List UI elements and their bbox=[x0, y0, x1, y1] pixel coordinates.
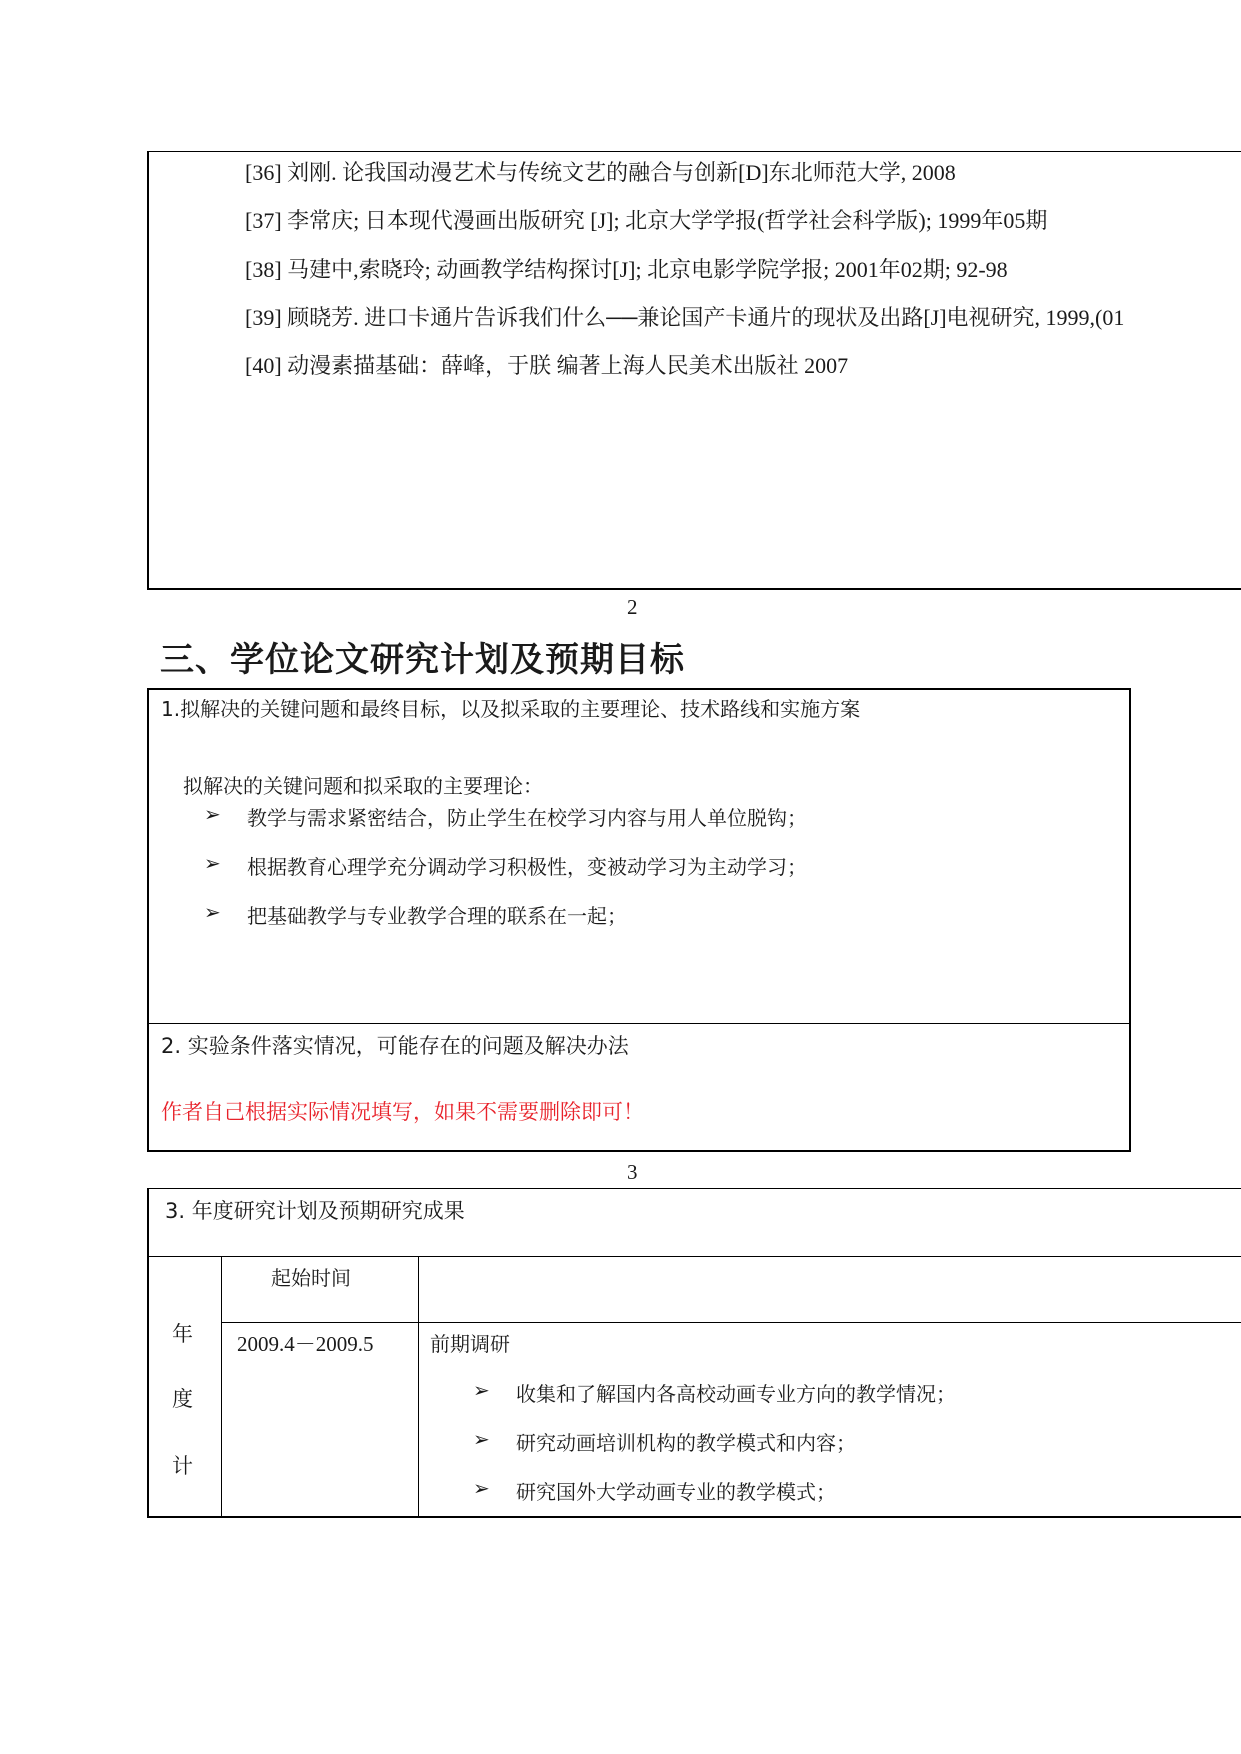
section1-bullet: 根据教育心理学充分调动学习积极性，变被动学习为主动学习； bbox=[247, 855, 807, 879]
section1-bullet: 把基础教学与专业教学合理的联系在一起； bbox=[247, 904, 627, 928]
section1-subtitle: 拟解决的关键问题和拟采取的主要理论： bbox=[183, 774, 543, 798]
section1-bullet: 教学与需求紧密结合，防止学生在校学习内容与用人单位脱钩； bbox=[247, 806, 807, 830]
plan-box-divider bbox=[148, 1023, 1130, 1024]
side-label-char: 年 bbox=[172, 1322, 193, 1346]
row-bullet: 研究动画培训机构的教学模式和内容； bbox=[516, 1431, 856, 1455]
row-time: 2009.4－2009.5 bbox=[237, 1332, 374, 1356]
bullet-arrow-icon: ➢ bbox=[473, 1478, 490, 1500]
side-label-char: 度 bbox=[172, 1387, 193, 1411]
table-rule bbox=[221, 1256, 222, 1517]
side-label-char: 计 bbox=[172, 1454, 193, 1478]
table-rule bbox=[221, 1322, 1241, 1323]
section2-title: 2. 实验条件落实情况，可能存在的问题及解决办法 bbox=[161, 1034, 629, 1058]
row-phase: 前期调研 bbox=[430, 1332, 510, 1356]
table-rule bbox=[148, 1256, 1241, 1257]
reference-39: [39] 顾晓芳. 进口卡通片告诉我们什么──兼论国产卡通片的现状及出路[J]电视研究, 1999,(01 bbox=[245, 305, 1125, 330]
bullet-arrow-icon: ➢ bbox=[473, 1429, 490, 1451]
column-header-time: 起始时间 bbox=[271, 1266, 351, 1290]
section3-title: 3. 年度研究计划及预期研究成果 bbox=[165, 1199, 465, 1223]
row-bullet: 收集和了解国内各高校动画专业方向的教学情况； bbox=[516, 1382, 956, 1406]
section2-note: 作者自己根据实际情况填写，如果不需要删除即可！ bbox=[161, 1100, 644, 1124]
section-heading: 三、学位论文研究计划及预期目标 bbox=[160, 640, 685, 680]
bullet-arrow-icon: ➢ bbox=[204, 853, 221, 875]
bullet-arrow-icon: ➢ bbox=[204, 804, 221, 826]
reference-38: [38] 马建中,索晓玲; 动画教学结构探讨[J]; 北京电影学院学报; 2001年02期; 92-98 bbox=[245, 257, 1008, 282]
reference-40: [40] 动漫素描基础：薛峰，于朕 编著上海人民美术出版社 2007 bbox=[245, 353, 849, 378]
bullet-arrow-icon: ➢ bbox=[473, 1380, 490, 1402]
bullet-arrow-icon: ➢ bbox=[204, 902, 221, 924]
row-bullet: 研究国外大学动画专业的教学模式； bbox=[516, 1480, 836, 1504]
page-number: 3 bbox=[627, 1160, 638, 1184]
table-rule bbox=[418, 1256, 419, 1517]
reference-37: [37] 李常庆; 日本现代漫画出版研究 [J]; 北京大学学报(哲学社会科学版); 1999年05期 bbox=[245, 208, 1048, 233]
reference-36: [36] 刘刚. 论我国动漫艺术与传统文艺的融合与创新[D]东北师范大学, 2008 bbox=[245, 160, 956, 185]
section1-title: 1.拟解决的关键问题和最终目标，以及拟采取的主要理论、技术路线和实施方案 bbox=[161, 697, 861, 721]
page-number: 2 bbox=[627, 595, 638, 619]
